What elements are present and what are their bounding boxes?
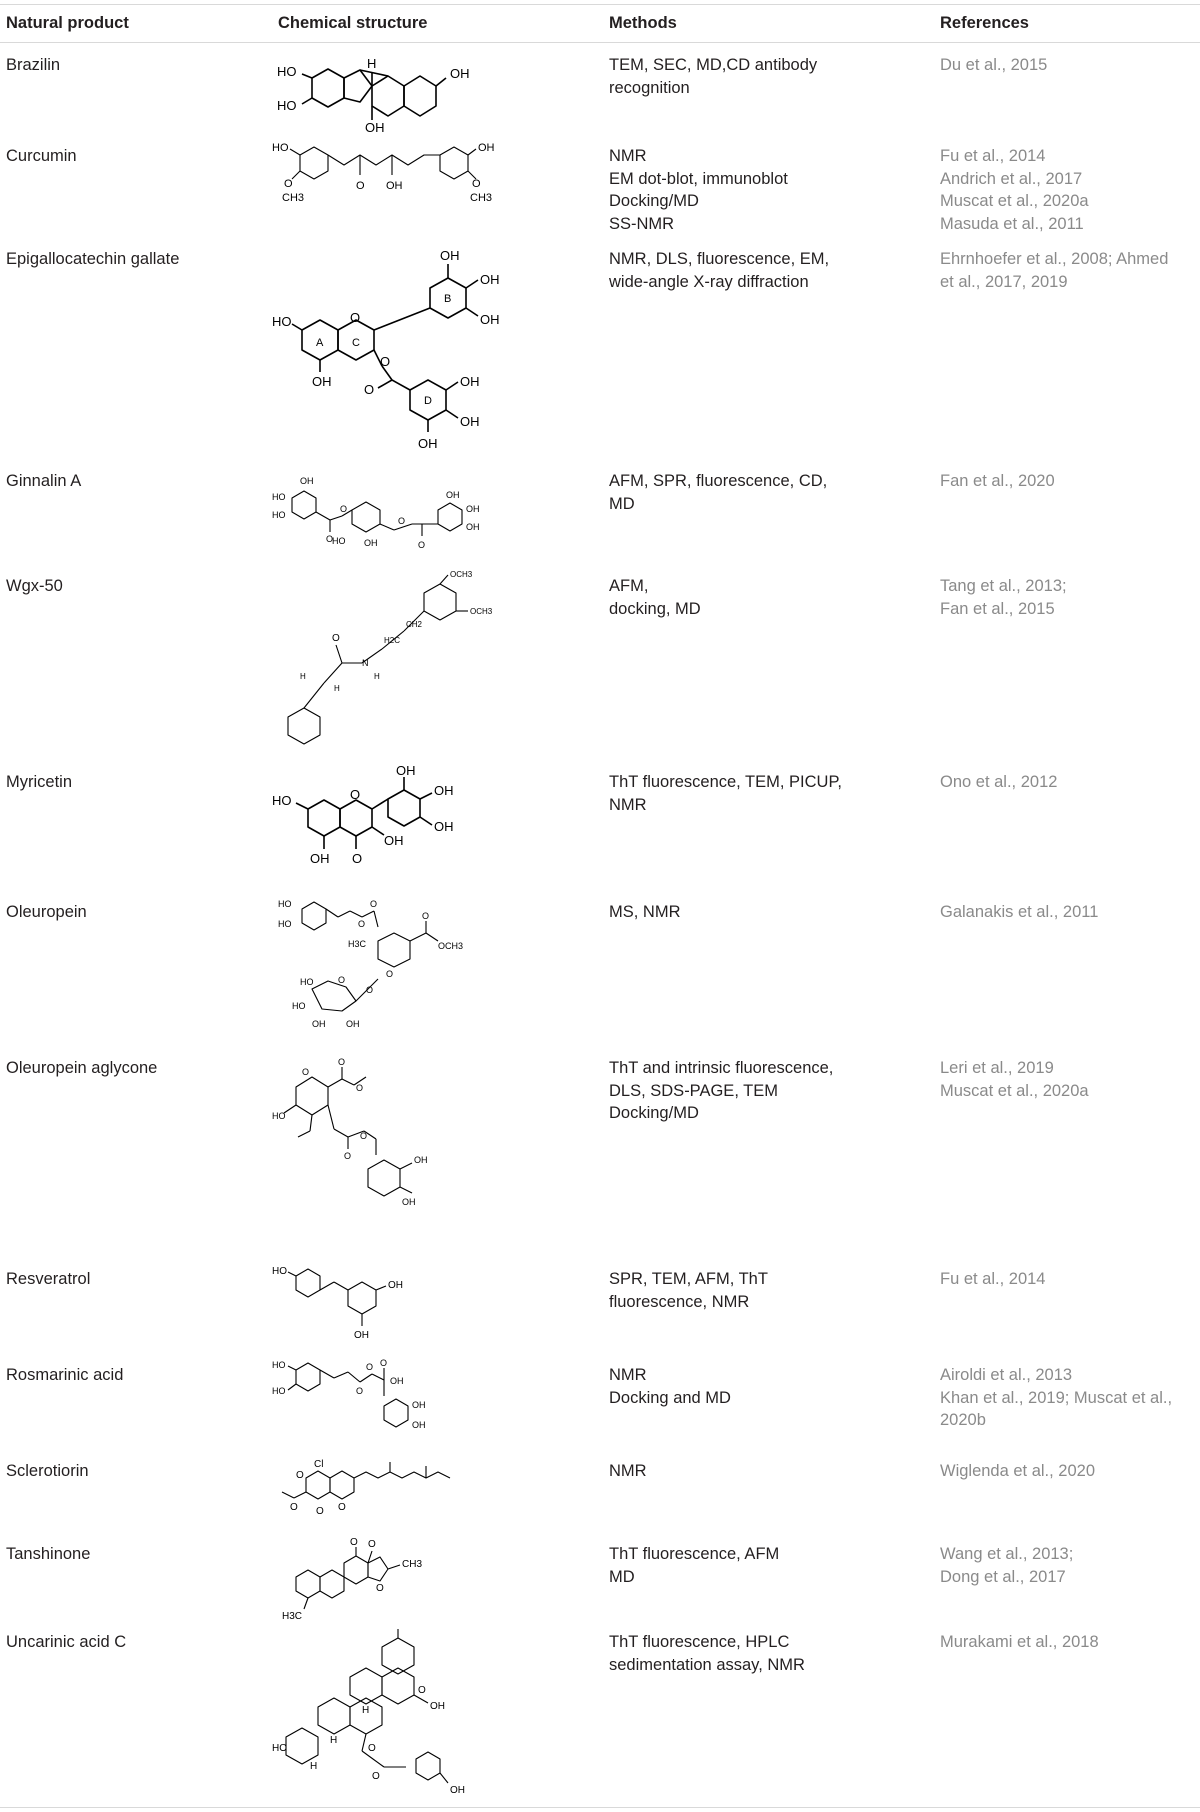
methods-line: sedimentation assay, NMR: [609, 1655, 805, 1674]
structure-oleuropein-aglycone: [272, 1055, 472, 1255]
references-cell: [940, 1543, 1195, 1588]
struct-label: OH: [480, 312, 500, 327]
struct-label: O: [352, 851, 363, 866]
struct-label: HO: [277, 98, 297, 113]
struct-label: O: [344, 1151, 352, 1161]
struct-label: CH2: [406, 620, 423, 629]
struct-label: OH: [450, 1785, 465, 1796]
struct-label: O: [338, 1057, 346, 1067]
struct-label: OH: [388, 1280, 403, 1291]
methods-line: NMR: [609, 795, 647, 814]
product-name: Sclerotiorin: [6, 1462, 89, 1480]
struct-label: OH: [346, 1019, 360, 1029]
egcg-structure-svg: [272, 248, 512, 458]
struct-label: OCH3: [438, 941, 464, 951]
reference-line: Dong et al., 2017: [940, 1567, 1066, 1586]
structure-uncarinic-acid-c: [272, 1627, 502, 1797]
methods-line: TEM, SEC, MD,CD antibody: [609, 56, 818, 74]
methods-cell: [609, 470, 849, 515]
references-cell: [940, 1268, 1195, 1291]
methods-line: Docking and MD: [609, 1388, 731, 1407]
methods-line: ThT fluorescence, AFM: [609, 1545, 780, 1563]
methods-line: NMR: [609, 1366, 647, 1384]
struct-label: C: [352, 337, 360, 349]
struct-label: HO: [272, 314, 292, 329]
structure-egcg: [272, 248, 512, 458]
methods-line: AFM, SPR, fluorescence, CD,: [609, 472, 828, 490]
struct-label: OH: [386, 180, 403, 192]
struct-label: O: [338, 975, 346, 985]
wgx50-structure-svg: [272, 571, 512, 761]
structure-oleuropein: [272, 897, 482, 1047]
references-cell: [940, 145, 1195, 235]
header-rule: [0, 42, 1200, 43]
methods-line: AFM,: [609, 577, 649, 595]
product-name: Curcumin: [6, 147, 77, 165]
product-name: Oleuropein aglycone: [6, 1059, 158, 1077]
struct-label: OH: [460, 374, 480, 389]
struct-label: O: [380, 1358, 388, 1368]
struct-label: OH: [466, 504, 480, 514]
struct-label: O: [356, 1386, 364, 1396]
reference-line: Du et al., 2015: [940, 56, 1048, 74]
reference-line: Masuda et al., 2011: [940, 214, 1084, 233]
header-methods: Methods: [609, 14, 677, 32]
struct-label: O: [302, 1067, 310, 1077]
table-top-rule: [0, 4, 1200, 5]
struct-label: OH: [396, 763, 416, 778]
struct-label: O: [422, 911, 430, 921]
struct-label: HO: [300, 977, 314, 987]
struct-label: H: [334, 684, 340, 693]
struct-label: O: [398, 516, 406, 526]
reference-line: Ehrnhoefer et al., 2008; Ahmed: [940, 250, 1169, 268]
product-name: Resveratrol: [6, 1270, 91, 1288]
references-cell: [940, 1460, 1195, 1483]
struct-label: OCH3: [450, 570, 473, 579]
struct-label: O: [338, 1502, 346, 1513]
struct-label: HO: [278, 899, 292, 909]
structure-resveratrol: [272, 1266, 472, 1356]
header-references: References: [940, 14, 1029, 32]
struct-label: OH: [412, 1420, 426, 1430]
struct-label: O: [326, 534, 334, 544]
methods-cell: [609, 1460, 849, 1483]
struct-label: O: [340, 504, 348, 514]
struct-label: H: [310, 1761, 318, 1772]
struct-label: OH: [450, 66, 470, 81]
myricetin-structure-svg: [272, 763, 472, 879]
structure-tanshinone: [272, 1537, 472, 1627]
methods-line: SS-NMR: [609, 214, 675, 233]
methods-line: NMR: [609, 1462, 647, 1480]
references-cell: [940, 1631, 1195, 1654]
struct-label: O: [284, 178, 293, 190]
reference-line: Wang et al., 2013;: [940, 1545, 1074, 1563]
references-cell: [940, 248, 1195, 293]
methods-line: ThT and intrinsic fluorescence,: [609, 1059, 834, 1077]
reference-line: Andrich et al., 2017: [940, 169, 1083, 188]
struct-label: O: [368, 1539, 376, 1550]
methods-line: Docking/MD: [609, 192, 699, 210]
struct-label: O: [358, 919, 366, 929]
methods-cell: [609, 1631, 849, 1676]
struct-label: CH3: [282, 192, 305, 204]
references-cell: [940, 470, 1195, 493]
methods-line: NMR: [609, 147, 647, 165]
references-cell: [940, 1057, 1195, 1102]
structure-ginnalin-a: [272, 472, 502, 552]
methods-line: ThT fluorescence, TEM, PICUP,: [609, 773, 842, 791]
struct-label: HO: [292, 1001, 306, 1011]
structure-curcumin: [272, 141, 502, 211]
struct-label: O: [372, 1771, 380, 1782]
struct-label: HO: [278, 919, 292, 929]
struct-label: H: [374, 672, 380, 681]
product-name: Wgx-50: [6, 577, 63, 595]
methods-cell: [609, 1057, 849, 1125]
struct-label: O: [350, 787, 361, 802]
struct-label: O: [370, 899, 378, 909]
struct-label: OH: [478, 142, 495, 154]
struct-label: HO: [272, 793, 292, 808]
reference-line: et al., 2017, 2019: [940, 272, 1068, 291]
structure-wgx-50: [272, 571, 512, 761]
struct-label: HO: [332, 536, 346, 546]
methods-line: DLS, SDS-PAGE, TEM: [609, 1081, 779, 1100]
struct-label: HO: [272, 510, 286, 520]
struct-label: OH: [300, 476, 314, 486]
oleuropein-structure-svg: [272, 897, 482, 1047]
references-cell: [940, 1364, 1195, 1432]
ginnalin-structure-svg: [272, 472, 502, 552]
struct-label: O: [350, 310, 361, 325]
struct-label: HO: [272, 492, 286, 502]
reference-line: Airoldi et al., 2013: [940, 1366, 1073, 1384]
struct-label: O: [290, 1502, 298, 1513]
methods-cell: [609, 248, 849, 293]
methods-cell: [609, 1543, 849, 1588]
header-chemical-structure: Chemical structure: [278, 14, 428, 32]
methods-line: wide-angle X-ray diffraction: [609, 272, 809, 291]
curcumin-structure-svg: [272, 141, 502, 211]
references-cell: [940, 771, 1195, 794]
struct-label: OH: [434, 819, 454, 834]
methods-line: SPR, TEM, AFM, ThT: [609, 1270, 768, 1288]
methods-line: fluorescence, NMR: [609, 1292, 750, 1311]
references-cell: [940, 54, 1195, 77]
struct-label: H: [367, 56, 377, 71]
struct-label: OH: [365, 120, 385, 135]
struct-label: HO: [272, 1111, 286, 1121]
struct-label: OH: [354, 1330, 369, 1341]
methods-cell: [609, 901, 849, 924]
reference-line: Fu et al., 2014: [940, 147, 1046, 165]
struct-label: OH: [364, 538, 378, 548]
struct-label: OH: [460, 414, 480, 429]
methods-cell: [609, 1364, 849, 1409]
reference-line: Tang et al., 2013;: [940, 577, 1067, 595]
reference-line: Muscat et al., 2020a: [940, 192, 1089, 210]
references-cell: [940, 575, 1195, 620]
methods-cell: [609, 54, 849, 99]
struct-label: OH: [390, 1376, 404, 1386]
methods-line: NMR, DLS, fluorescence, EM,: [609, 250, 830, 268]
product-name: Uncarinic acid C: [6, 1633, 127, 1651]
structure-myricetin: [272, 763, 472, 879]
struct-label: OH: [434, 783, 454, 798]
methods-line: docking, MD: [609, 599, 701, 618]
struct-label: Cl: [314, 1459, 324, 1470]
product-name: Rosmarinic acid: [6, 1366, 124, 1384]
uncarinic-structure-svg: [272, 1627, 502, 1797]
header-natural-product: Natural product: [6, 14, 129, 32]
struct-label: OH: [402, 1197, 416, 1207]
struct-label: O: [376, 1583, 384, 1594]
struct-label: O: [386, 969, 394, 979]
sclerotiorin-structure-svg: [272, 1458, 472, 1528]
struct-label: CH3: [470, 192, 493, 204]
product-name: Epigallocatechin gallate: [6, 250, 180, 268]
product-name: Oleuropein: [6, 903, 87, 921]
struct-label: HO: [272, 1266, 287, 1277]
struct-label: OCH3: [470, 607, 493, 616]
struct-label: H3C: [348, 939, 367, 949]
struct-label: H: [330, 1735, 338, 1746]
struct-label: B: [444, 293, 452, 305]
reference-line: 2020b: [940, 1411, 986, 1429]
struct-label: OH: [446, 490, 460, 500]
reference-line: Ono et al., 2012: [940, 773, 1058, 791]
methods-cell: [609, 771, 849, 816]
struct-label: CH3: [402, 1559, 423, 1570]
reference-line: Fan et al., 2015: [940, 599, 1055, 618]
aglycone-structure-svg: [272, 1055, 472, 1255]
reference-line: Wiglenda et al., 2020: [940, 1462, 1096, 1480]
struct-label: O: [418, 1685, 426, 1696]
product-name: Ginnalin A: [6, 472, 82, 490]
methods-line: Docking/MD: [609, 1104, 699, 1122]
methods-line: EM dot-blot, immunoblot: [609, 169, 788, 188]
methods-cell: [609, 145, 849, 235]
struct-label: OH: [310, 851, 330, 866]
struct-label: OH: [418, 436, 438, 451]
reference-line: Khan et al., 2019; Muscat et al.,: [940, 1388, 1173, 1407]
structure-rosmarinic-acid: [272, 1360, 472, 1450]
methods-cell: [609, 575, 849, 620]
structure-brazilin: [272, 48, 472, 138]
reference-line: Leri et al., 2019: [940, 1059, 1054, 1077]
struct-label: O: [356, 1083, 364, 1093]
brazilin-structure-svg: [272, 48, 472, 138]
product-name: Brazilin: [6, 56, 61, 74]
struct-label: N: [362, 658, 369, 668]
struct-label: A: [316, 337, 324, 349]
struct-label: OH: [312, 1019, 326, 1029]
methods-line: recognition: [609, 78, 690, 97]
struct-label: O: [350, 1537, 358, 1548]
struct-label: OH: [480, 272, 500, 287]
struct-label: O: [418, 540, 426, 550]
struct-label: O: [316, 1506, 324, 1517]
reference-line: Fan et al., 2020: [940, 472, 1055, 490]
reference-line: Muscat et al., 2020a: [940, 1081, 1089, 1100]
struct-label: O: [356, 180, 365, 192]
resveratrol-structure-svg: [272, 1266, 472, 1356]
struct-label: O: [360, 1131, 368, 1141]
struct-label: OH: [384, 833, 404, 848]
structure-sclerotiorin: [272, 1458, 472, 1528]
struct-label: H3C: [282, 1611, 303, 1622]
struct-label: OH: [430, 1701, 445, 1712]
methods-line: MD: [609, 494, 635, 513]
struct-label: O: [366, 1362, 374, 1372]
table-bottom-rule: [0, 1807, 1200, 1808]
struct-label: D: [424, 395, 432, 407]
struct-label: O: [380, 354, 391, 369]
struct-label: OH: [312, 374, 332, 389]
struct-label: HO: [272, 142, 289, 154]
struct-label: OH: [412, 1400, 426, 1410]
struct-label: OH: [466, 522, 480, 532]
reference-line: Galanakis et al., 2011: [940, 903, 1099, 921]
struct-label: HO: [272, 1743, 287, 1754]
methods-line: MD: [609, 1567, 635, 1586]
struct-label: HO: [272, 1360, 286, 1370]
struct-label: H: [362, 1705, 370, 1716]
reference-line: Fu et al., 2014: [940, 1270, 1046, 1288]
struct-label: H2C: [384, 636, 401, 645]
rosmarinic-structure-svg: [272, 1360, 472, 1450]
struct-label: O: [368, 1743, 376, 1754]
struct-label: HO: [277, 64, 297, 79]
product-name: Tanshinone: [6, 1545, 91, 1563]
struct-label: HO: [272, 1386, 286, 1396]
struct-label: O: [364, 382, 375, 397]
tanshinone-structure-svg: [272, 1537, 472, 1627]
struct-label: OH: [414, 1155, 428, 1165]
struct-label: H: [300, 672, 306, 681]
methods-line: ThT fluorescence, HPLC: [609, 1633, 790, 1651]
product-name: Myricetin: [6, 773, 73, 791]
methods-line: MS, NMR: [609, 903, 681, 921]
reference-line: Murakami et al., 2018: [940, 1633, 1099, 1651]
struct-label: O: [366, 985, 374, 995]
methods-cell: [609, 1268, 849, 1313]
struct-label: O: [332, 633, 340, 644]
references-cell: [940, 901, 1195, 924]
struct-label: OH: [440, 248, 460, 263]
struct-label: O: [296, 1470, 304, 1481]
struct-label: O: [472, 178, 481, 190]
